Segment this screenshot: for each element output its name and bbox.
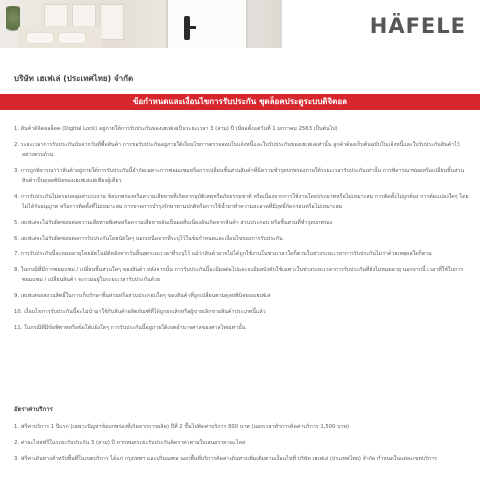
term-item: 6. เฮเฟเล่จะไม่รับผิดชอบต่อการรับประกันโดยนัยใดๆ นอกเหนือจากที่ระบุไว้ในข้อกำหนดและเงื่อนไขของการรับประกัน	[14, 235, 283, 242]
term-item: 2. ระยะเวลาการรับประกันนับจากวันที่ซื้อสินค้า การขอรับประกันอยู่ภายใต้เงื่อนไขการตรวจสอบใบแจ้งหนี้และใบรับประกันของเฮเฟเล่เท่านั้น ลูกค้าต้องเก็บต้นฉบับใบแจ้งหนี้และใบรับประกันสินค้าไว้อย่างครบถ้วน	[14, 141, 460, 158]
fee-item: 2. ค่าอะไหล่ฟรีในระยะรับประกัน 3 (สาม) ปี หากหมดระยะรับประกันคิดราคาตามใบเสนอราคาอะไหล่	[14, 439, 246, 446]
term-item: 5. เฮเฟเล่จะไม่รับผิดชอบต่อความเสียหายพิเศษหรือความเสียหายอันเป็นผลสืบเนื่องอันเกิดจากสินค้า ส่วนประกอบ หรือชิ้นส่วนที่ชำรุดบกพร่อง	[14, 219, 333, 226]
term-item: 3. การถูกพิจารณาว่าสินค้าอยู่ภายใต้การรับประกันนี้จำกัดเฉพาะการซ่อมแซมหรือการเปลี่ยนชิ้นส่วนสินค้าที่มีความชำรุดบกพร่องภายใต้ระยะเวลารับประกันเท่านั้น การพิจารณาซ่อมหรือเปลี่ยนชิ้นส่วนสินค้าเป็นดุลยพินิจของเฮเฟเล่แต่เพียงผู้เดียว	[14, 167, 465, 184]
bedroom-door-photo	[0, 0, 282, 48]
term-item: 10. เงื่อนไขการรับประกันนี้จะไม่นำมาใช้กับสินค้าผลิตภัณฑ์ที่ได้ถูกยกเลิกหรือผู้ขายเลิกขายสินค้าประเภทนี้แล้ว	[14, 308, 266, 315]
pillow	[26, 32, 54, 44]
company-name: บริษัท เฮเฟเล่ (ประเทศไทย) จำกัด	[14, 74, 134, 83]
fee-item: 3. ฟรีค่าเดินทางสำหรับพื้นที่ในเขตบริการ ได้แก่ กรุงเทพฯ และปริมณฑล นอกพื้นที่บริการคิดค่าเดินทางเพิ่มเติมตามเงื่อนไขที่ บริษัท เฮเฟเล่ (ประเทศไทย) จำกัด กำหนดในแต่ละเขตบริการ	[14, 455, 438, 462]
wall-panel	[100, 4, 124, 40]
term-item: 1. สินค้าดิจิตอลล็อค (Digital Lock) อยู่ภายใต้การรับประกันของเฮเฟเล่เป็นระยะเวลา 3 (สาม) ปี (มีผลตั้งแต่วันที่ 1 มกราคม 2563 เป็นต้นไป)	[14, 126, 338, 132]
door	[166, 0, 248, 48]
hero-banner-photo	[0, 0, 480, 48]
warranty-terms-list	[14, 124, 470, 339]
warranty-title-banner: ข้อกำหนดและเงื่อนไขการรับประกัน ชุดล็อคประตูระบบดิจิตอล	[0, 94, 480, 110]
hafele-logo: HÄFELE	[369, 14, 466, 38]
term-item: 11. ในกรณีที่มีข้อพิพาทหรือข้อโต้แย้งใดๆ การรับประกันนี้อยู่ภายใต้เขตอำนาจศาลของศาลไทยเท่านั้น	[14, 324, 246, 331]
fee-item: 1. ฟรีค่าบริการ 1 ปีแรก (เฉพาะปัญหาข้อบกพร่องที่เกิดจากการผลิต) ปีที่ 2 ขึ้นไปคิดค่าบริการ 800 บาท (นอกเวลาทำการคิดค่าบริการ 1,500 บาท)	[14, 424, 350, 430]
term-item: 9. เฮเฟเล่ขอสงวนสิทธิ์ในการเก็บรักษาชิ้นส่วนหรือส่วนประกอบใดๆ ของสินค้าที่ถูกเปลี่ยนตามดุลยพินิจของเฮเฟเล่	[14, 293, 271, 300]
term-item: 8. ในกรณีที่มีการซ่อมแซม / เปลี่ยนชิ้นส่วนใดๆ ของสินค้า หลังจากนั้น การรับประกันนี้จะมีผลต่อไปและจะมีผลบังคับใช้เฉพาะในช่วงระยะเวลาการรับประกันที่ยังไม่หมดอายุ นอกจากนี้ เวลาที่ใช้ในการซ่อมแซม / เปลี่ยนสินค้า จะรวมอยู่ในระยะเวลารับประกันด้วย	[14, 267, 464, 284]
service-fees-heading: อัตราค่าบริการ	[14, 406, 53, 413]
pillow	[58, 32, 86, 44]
lock-handle	[186, 26, 196, 29]
term-item: 4. การรับประกันไม่ครอบคลุมค่าแรงงาน ข้อบกพร่องหรือความเสียหายที่เกิดจากอุบัติเหตุหรือภัยธรรมชาติ หรือเนื่องจากการใช้งานโดยประมาทหรือไม่เหมาะสม การติดตั้งไม่ถูกต้อง การตัดแปลงใดๆ โดยไม่ได้รับอนุญาต หรือการติดตั้งที่ไม่เหมาะสม การขาดการบำรุงรักษาตามปกติหรือการใช้น้ำยาทำความสะอาดที่มีฤทธิ์กัดกร่อนหรือไม่เหมาะสม	[14, 193, 469, 210]
term-item: 7. การรับประกันนี้จะหมดอายุโดยอัตโนมัติหลังจากวันสิ้นสุดระยะเวลาที่ระบุไว้ แม้ว่าสินค้าอาจไม่ได้ถูกใช้งานในช่วงเวลาใดก็ตามในช่วงระยะเวลาการรับประกันไม่ว่าด้วยเหตุผลใดก็ตาม	[14, 251, 432, 258]
service-fees-list	[14, 422, 470, 469]
